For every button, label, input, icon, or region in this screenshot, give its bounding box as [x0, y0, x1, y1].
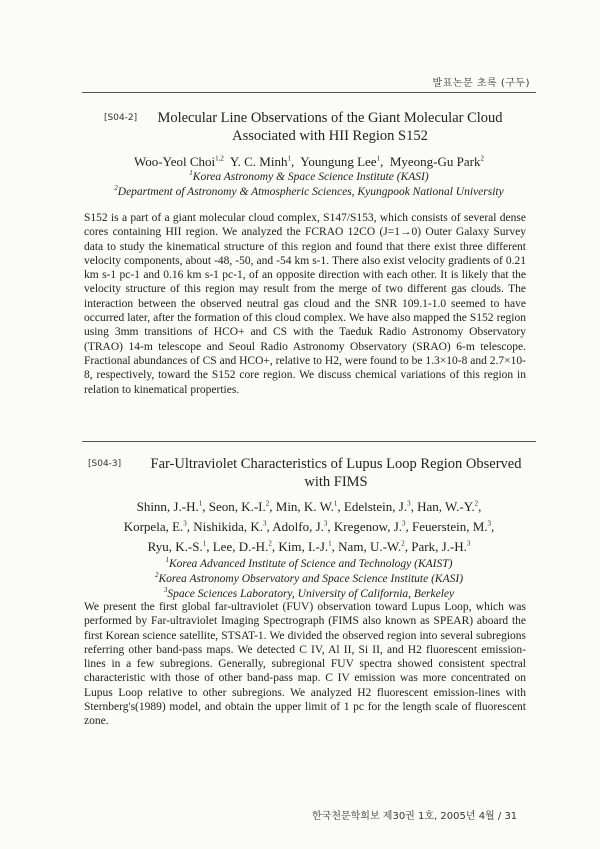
abstract-code: [S04-2]	[104, 113, 138, 123]
affiliation-list	[82, 557, 536, 602]
author-sup: 1	[287, 154, 291, 163]
author-name: Woo-Yeol Choi	[134, 154, 216, 169]
author-sup: 1	[376, 154, 381, 163]
affiliation: $^3$Space Sciences Laboratory, University of California, Berkeley	[163, 586, 455, 600]
author-line: Shinn, J.-H.$^1$, Seon, K.-I.$^2$, Min, K. W.$^1$, Edelstein, J.$^3$, Han, W.-Y.$^2$,	[136, 499, 482, 514]
running-header: 발표논문 초록 (구두)	[432, 78, 530, 89]
affiliation: $^1$Korea Advanced Institute of Science and Technology (KAIST)	[165, 556, 453, 570]
abstract-text: S152 is a part of a giant molecular cloud complex, S147/S153, which consists of several dense cores containing HII region. We analyzed the FCRAO 12CO (J=1→0) Outer Galaxy Survey data to study the kinematical structure of this region and found that there exist three different velocity components, about -48, -50, and -54 km s-1. There also exist velocity gradients of 0.21 km s-1 pc-1 and 0.16 km s-1 pc-1, of an opposite direction with each other. It is likely that the velocity structure of this region may result from the merge of two different gas clouds. The interaction between the observed neutral gas cloud and the SNR 109.1-1.0 seemed to have occurred later, after the formation of this cloud complex. We have also mapped the S152 region using 3mm transitions of HCO+ and CS with the Taeduk Radio Astronomy Observatory (TRAO) 14-m telescope and Seoul Radio Astronomy Observatory (SRAO) 6-m telescope. Fractional abundances of CS and HCO+, relative to H2, were found to be 1.3×10-8 and 2.7×10-8, respectively, toward the S152 core region. We discuss chemical variations of this region in relation to kinematical properties.	[84, 212, 526, 396]
author-sup: 1,2	[215, 154, 224, 163]
title-line: with FIMS	[304, 474, 368, 490]
header-rule	[82, 92, 536, 93]
author-name: Y. C. Minh	[229, 154, 288, 169]
author-line: Ryu, K.-S.$^1$, Lee, D.-H.$^2$, Kim, I.-J.$^1$, Nam, U.-W.$^2$, Park, J.-H.$^3$	[147, 539, 471, 554]
author-sup: 2	[480, 154, 484, 163]
abstract-text: We present the first global far-ultraviolet (FUV) observation toward Lupus Loop, which was performed by Far-ultraviolet Imaging Spectrograph (FIMS also known as SPEAR) aboard the first Korean science satellite, STSAT-1. We divided the observed region into several subregions referring other band-pass maps. We detected C IV, Al II, Si II, and H2 fluorescent emission-lines in a few subregions. Generally, subregional FUV spectra showed consistent spectral characteristic with those of other band-pass map. C IV emission was more concentrated on Lupus Loop relative to other subregions. We analyzed H2 fluorescent emission-lines with Sternberg's(1989) model, and obtain the upper limit of 1 pc for the length scale of fluorescent zone.	[84, 601, 526, 728]
abstract-code: [S04-3]	[88, 459, 122, 469]
affiliation-list	[82, 170, 536, 200]
author-name: Myeong-Gu Park	[389, 154, 481, 169]
title-line: Far-Ultraviolet Characteristics of Lupus Loop Region Observed	[150, 456, 522, 472]
author-line: Korpela, E.$^3$, Nishikida, K.$^3$, Adolfo, J.$^3$, Kregenow, J.$^3$, Feuerstein, M.$^3$,	[123, 519, 495, 534]
title-line: Molecular Line Observations of the Giant Molecular Cloud	[157, 110, 503, 126]
title-line: Associated with HII Region S152	[232, 128, 428, 144]
abstract-body	[84, 211, 526, 397]
abstract-body	[84, 600, 526, 729]
page-footer: 한국천문학회보 제30권 1호, 2005년 4월 / 31	[312, 811, 518, 822]
section-divider	[82, 441, 536, 442]
abstract-title	[130, 109, 530, 145]
affiliation: $^2$Korea Astronomy Observatory and Space Science Institute (KASI)	[154, 571, 464, 585]
affiliation: $^1$Korea Astronomy & Space Science Institute (KASI)	[189, 169, 429, 183]
author-name: Youngung Lee	[300, 154, 377, 169]
author-list: Woo-Yeol Choi$^{1,2}$ Y. C. Minh$^1$, Youngung Lee$^1$, Myeong-Gu Park$^2$	[134, 154, 484, 169]
author-list	[82, 497, 536, 557]
affiliation: $^2$Department of Astronomy & Atmospheric Sciences, Kyungpook National University	[114, 184, 504, 198]
abstract-title	[128, 455, 544, 491]
